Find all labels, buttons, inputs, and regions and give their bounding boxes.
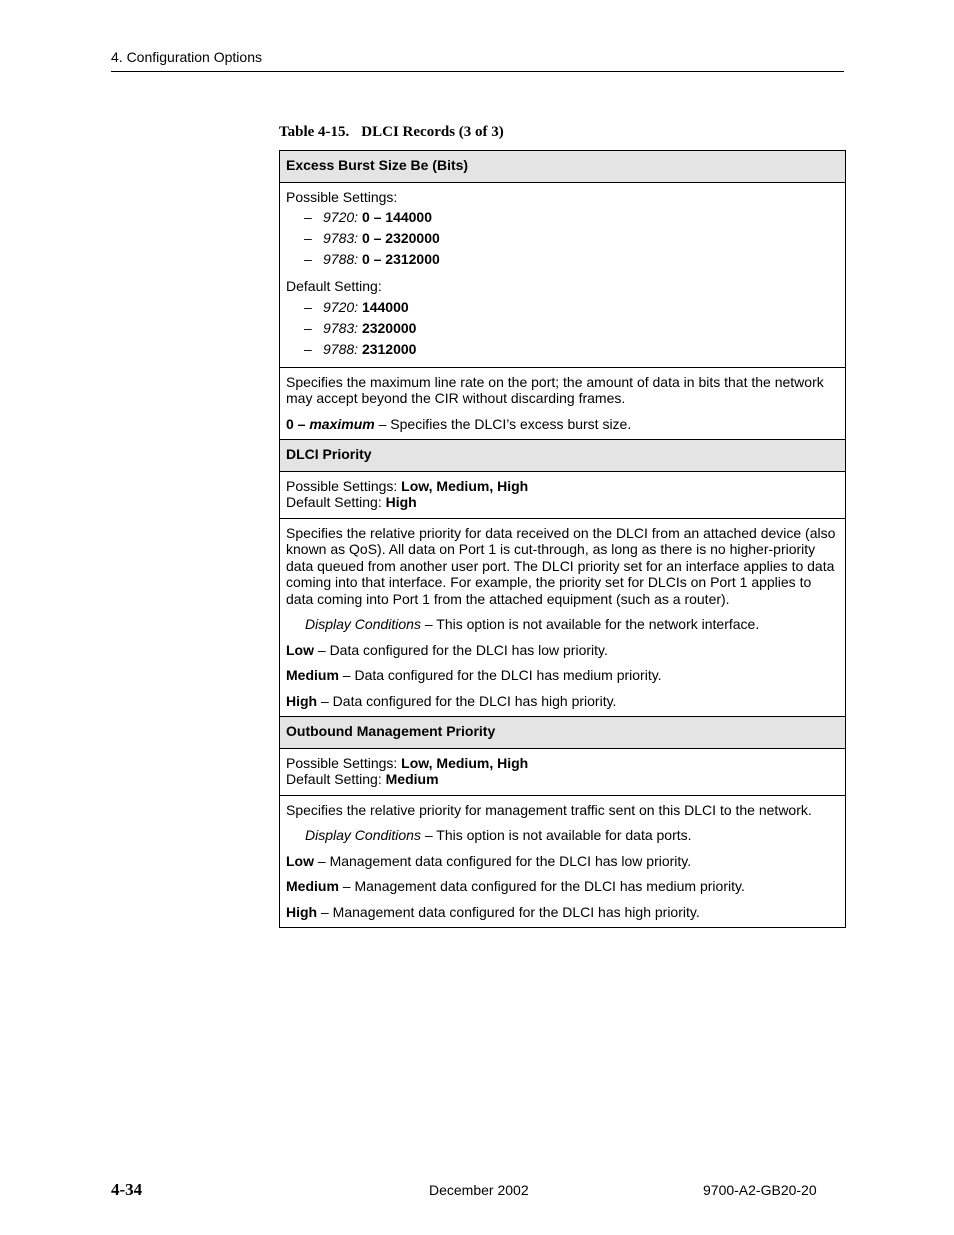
table-row xyxy=(280,440,846,472)
option-text: – Data configured for the DLCI has high priority. xyxy=(317,692,617,709)
dash-mark: – xyxy=(304,319,312,336)
description-cell-outbound-priority xyxy=(280,795,846,928)
display-conditions-label: Display Conditions xyxy=(305,827,421,843)
list-item xyxy=(304,318,839,339)
running-header: 4. Configuration Options xyxy=(111,49,262,65)
section-heading-dlci-priority: DLCI Priority xyxy=(280,440,846,472)
dash-mark: – xyxy=(304,340,312,357)
possible-settings-label: Possible Settings: xyxy=(286,188,398,205)
option-name: High xyxy=(286,903,318,920)
description-text: Specifies the relative priority for data received on the DLCI from an attached device (also known as QoS). All data on Port 1 is cut-through, as long as there is no higher-priority data queued from another user port. The DLCI priority set for an interface applies to data coming into that interface. For example, the priority set for DLCIs on Port 1 applies to data coming into Port 1 from the attached equipment (such as a router). xyxy=(286,524,836,607)
dash-mark: – xyxy=(304,209,312,225)
option-high xyxy=(286,693,839,710)
option-text: – Management data configured for the DLCI has low priority. xyxy=(314,852,692,869)
model-label: 9720: xyxy=(323,298,359,315)
page-number: 4-34 xyxy=(111,1180,143,1199)
option-text: – Management data configured for the DLCI has medium priority. xyxy=(338,878,745,894)
display-conditions-label: Display Conditions xyxy=(305,616,421,632)
setting-value: 144000 xyxy=(361,298,409,315)
table-number: Table 4-15. xyxy=(279,124,350,140)
description-text: Specifies the maximum line rate on the port; the amount of data in bits that the network may accept beyond the CIR without discarding frames. xyxy=(286,373,824,406)
option-medium xyxy=(286,667,839,684)
display-conditions-text: – This option is not available for the network interface. xyxy=(420,616,760,632)
table-row xyxy=(280,367,846,440)
display-conditions xyxy=(286,616,839,633)
table-row xyxy=(280,151,846,183)
default-setting-label: Default Setting: xyxy=(286,494,386,510)
settings-cell-dlci-priority xyxy=(280,471,846,518)
table-title: DLCI Records (3 of 3) xyxy=(361,124,504,140)
description-cell-excess-burst xyxy=(280,367,846,440)
option-low xyxy=(286,642,839,659)
option-text: – Data configured for the DLCI has low priority. xyxy=(314,641,608,658)
option-name: Low xyxy=(286,852,314,869)
display-conditions-text: – This option is not available for data ports. xyxy=(420,827,692,843)
range-description xyxy=(286,416,839,433)
range-max: maximum xyxy=(309,415,375,432)
dash-mark: – xyxy=(304,298,312,315)
default-setting-value: High xyxy=(385,494,417,510)
setting-value: 0 – 2312000 xyxy=(361,251,440,267)
setting-value: 0 – 144000 xyxy=(361,209,433,225)
option-name: Low xyxy=(286,641,314,658)
possible-settings-value: Low, Medium, High xyxy=(401,754,529,771)
setting-value: 2312000 xyxy=(361,340,417,357)
default-setting-value: Medium xyxy=(385,771,439,787)
table-row xyxy=(280,182,846,367)
table-row xyxy=(280,795,846,928)
model-label: 9720: xyxy=(323,209,359,225)
default-setting-line xyxy=(286,771,839,788)
option-high xyxy=(286,904,839,921)
settings-cell-excess-burst xyxy=(280,182,846,367)
document-id: 9700-A2-GB20-20 xyxy=(703,1182,817,1198)
possible-settings-list xyxy=(286,207,839,270)
display-conditions xyxy=(286,827,839,844)
range-text: – Specifies the DLCI’s excess burst size. xyxy=(374,415,632,432)
dash-mark: – xyxy=(304,230,312,246)
range-min: 0 – xyxy=(286,415,306,432)
list-item xyxy=(304,249,839,270)
model-label: 9783: xyxy=(323,319,359,336)
option-medium xyxy=(286,878,839,895)
section-heading-excess-burst: Excess Burst Size Be (Bits) xyxy=(280,151,846,183)
option-name: Medium xyxy=(286,667,339,683)
table-row xyxy=(280,518,846,717)
table-caption xyxy=(279,124,504,141)
possible-settings-line xyxy=(286,478,839,495)
model-label: 9788: xyxy=(323,340,359,357)
table-row xyxy=(280,471,846,518)
section-heading-outbound-priority: Outbound Management Priority xyxy=(280,717,846,749)
description-text: Specifies the relative priority for management traffic sent on this DLCI to the network. xyxy=(286,801,812,818)
option-text: – Data configured for the DLCI has medium priority. xyxy=(338,667,662,683)
possible-settings-line xyxy=(286,755,839,772)
dlci-records-table xyxy=(279,150,846,928)
list-item xyxy=(304,207,839,228)
footer-date: December 2002 xyxy=(429,1182,529,1198)
option-name: High xyxy=(286,692,318,709)
list-item xyxy=(304,339,839,360)
table-row xyxy=(280,748,846,795)
default-setting-label: Default Setting: xyxy=(286,771,386,787)
setting-value: 0 – 2320000 xyxy=(361,230,440,246)
possible-settings-label: Possible Settings: xyxy=(286,754,402,771)
option-text: – Management data configured for the DLCI has high priority. xyxy=(317,903,700,920)
table-row xyxy=(280,717,846,749)
option-low xyxy=(286,853,839,870)
description-cell-dlci-priority xyxy=(280,518,846,717)
dash-mark: – xyxy=(304,251,312,267)
header-rule xyxy=(111,71,844,72)
model-label: 9788: xyxy=(323,251,359,267)
default-setting-line xyxy=(286,494,839,511)
default-setting-label: Default Setting: xyxy=(286,278,382,294)
possible-settings-label: Possible Settings: xyxy=(286,477,402,494)
model-label: 9783: xyxy=(323,230,359,246)
default-settings-list xyxy=(286,297,839,360)
list-item xyxy=(304,297,839,318)
settings-cell-outbound-priority xyxy=(280,748,846,795)
list-item xyxy=(304,228,839,249)
option-name: Medium xyxy=(286,878,339,894)
setting-value: 2320000 xyxy=(361,319,417,336)
possible-settings-value: Low, Medium, High xyxy=(401,477,529,494)
